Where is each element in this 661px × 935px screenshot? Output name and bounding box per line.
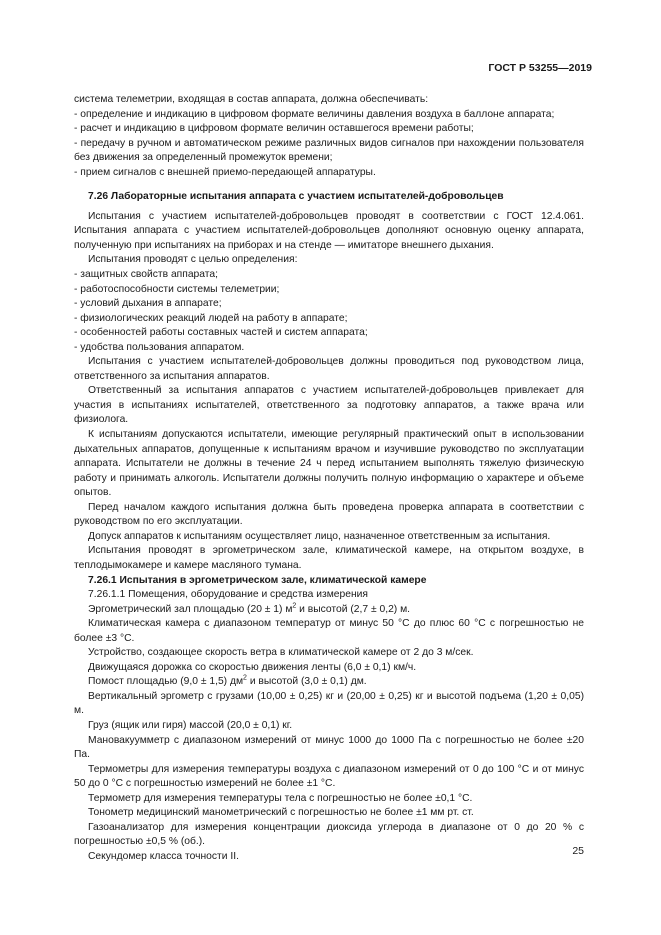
standard-designation: ГОСТ Р 53255—2019: [488, 62, 592, 74]
paragraph: Испытания проводят с целью определения:: [88, 254, 298, 266]
paragraph: - расчет и индикацию в цифровом формате величин оставшегося времени работы;: [74, 123, 474, 135]
paragraph: Допуск аппаратов к испытаниям осуществляет лицо, назначенное ответственным за испытания.: [88, 530, 551, 542]
paragraph: 7.26.1.1 Помещения, оборудование и средства измерения: [88, 589, 368, 601]
paragraph: - передачу в ручном и автоматическом режиме различных видов сигналов при нахождении пользователя без движения за определенный промежуток времени;: [74, 137, 584, 164]
paragraph: - определение и индикацию в цифровом формате величины давления воздуха в баллоне аппарата;: [74, 108, 555, 120]
paragraph: - особенностей работы составных частей и систем аппарата;: [74, 327, 368, 339]
paragraph: Вертикальный эргометр с грузами (10,00 ± 0,25) кг и (20,00 ± 0,25) кг и высотой подъема (1,20 ± 0,05) м.: [74, 690, 584, 717]
paragraph: Климатическая камера с диапазоном температур от минус 50 °С до плюс 60 °С с погрешностью не более ±3 °С.: [74, 618, 584, 644]
paragraph: Испытания с участием испытателей-добровольцев должны проводиться под руководством лица, ответственного за испытания аппаратов.: [74, 356, 584, 382]
paragraph: Устройство, создающее скорость ветра в климатической камере от 2 до 3 м/сек.: [88, 647, 474, 659]
paragraph: Ответственный за испытания аппаратов с участием испытателей-добровольцев привлекает для участия в испытаниях испытателей, ответственного за подготовку аппаратов, а также врача или физиолога.: [74, 385, 584, 426]
paragraph: [74, 675, 584, 690]
section-heading: 7.26.1 Испытания в эргометрическом зале, климатической камере: [88, 574, 427, 586]
document-body: [74, 93, 584, 864]
paragraph: - физиологических реакций людей на работу в аппарате;: [74, 312, 348, 324]
paragraph: - удобства пользования аппаратом.: [74, 341, 245, 353]
paragraph: [74, 603, 584, 618]
paragraph-text: Эргометрический зал площадью (20 ± 1) м: [88, 603, 293, 615]
paragraph: Испытания с участием испытателей-добровольцев проводят в соответствии с ГОСТ 12.4.061. Испытания аппарата с участием испытателей-добровольцев дополняют основную оценку аппарата, полученную при испытаниях на приборах и на стенде — имитаторе внешнего дыхания.: [74, 210, 584, 251]
paragraph: - защитных свойств аппарата;: [74, 269, 218, 281]
paragraph: К испытаниям допускаются испытатели, имеющие регулярный практический опыт в использовании дыхательных аппаратов, допущенные к испытаниям врачом и изучившие руководство по эксплуатации аппарата. Испытатели не должны в течение 24 ч перед испытанием выполнять тяжелую физическую работу и принимать алкоголь. Испытатели должны получить полную информацию о характере и объеме опытов.: [74, 429, 584, 499]
page-number: 25: [572, 845, 584, 857]
paragraph: Испытания проводят в эргометрическом зале, климатической камере, на открытом воздухе, в теплодымокамере и камере масляного тумана.: [74, 545, 584, 571]
paragraph: система телеметрии, входящая в состав аппарата, должна обеспечивать:: [74, 94, 429, 105]
paragraph: Секундомер класса точности II.: [88, 850, 239, 862]
section-heading: 7.26 Лабораторные испытания аппарата с участием испытателей-добровольцев: [88, 191, 504, 203]
paragraph: Мановакуумметр с диапазоном измерений от минус 1000 до 1000 Па с погрешностью не более ±20 Па.: [74, 734, 584, 761]
paragraph: Тонометр медицинский манометрический с погрешностью не более ±1 мм рт. ст.: [88, 807, 474, 819]
paragraph: Термометр для измерения температуры тела с погрешностью не более ±0,1 °С.: [88, 792, 473, 804]
paragraph: Термометры для измерения температуры воздуха с диапазоном измерений от 0 до 100 °С и от минус 50 до 0 °С с погрешностью измерений не более ±1 °С.: [74, 763, 584, 790]
paragraph: - условий дыхания в аппарате;: [74, 298, 222, 310]
superscript: 2: [243, 674, 247, 682]
paragraph: - прием сигналов с внешней приемо-передающей аппаратуры.: [74, 166, 376, 178]
paragraph: - работоспособности системы телеметрии;: [74, 283, 280, 295]
paragraph: Груз (ящик или гиря) массой (20,0 ± 0,1) кг.: [88, 719, 293, 731]
paragraph-text: и высотой (3,0 ± 0,1) дм.: [246, 676, 367, 688]
superscript: 2: [292, 602, 297, 610]
paragraph-text: Помост площадью (9,0 ± 1,5) дм: [88, 676, 244, 688]
paragraph: Газоанализатор для измерения концентрации диоксида углерода в диапазоне от 0 до 20 % с погрешностью ±0,5 % (об.).: [74, 821, 584, 848]
paragraph-text: и высотой (2,7 ± 0,2) м.: [296, 603, 411, 615]
paragraph: Движущаяся дорожка со скоростью движения ленты (6,0 ± 0,1) км/ч.: [88, 661, 417, 673]
paragraph: Перед началом каждого испытания должна быть проведена проверка аппарата в соответствии с руководством по его эксплуатации.: [74, 501, 584, 528]
